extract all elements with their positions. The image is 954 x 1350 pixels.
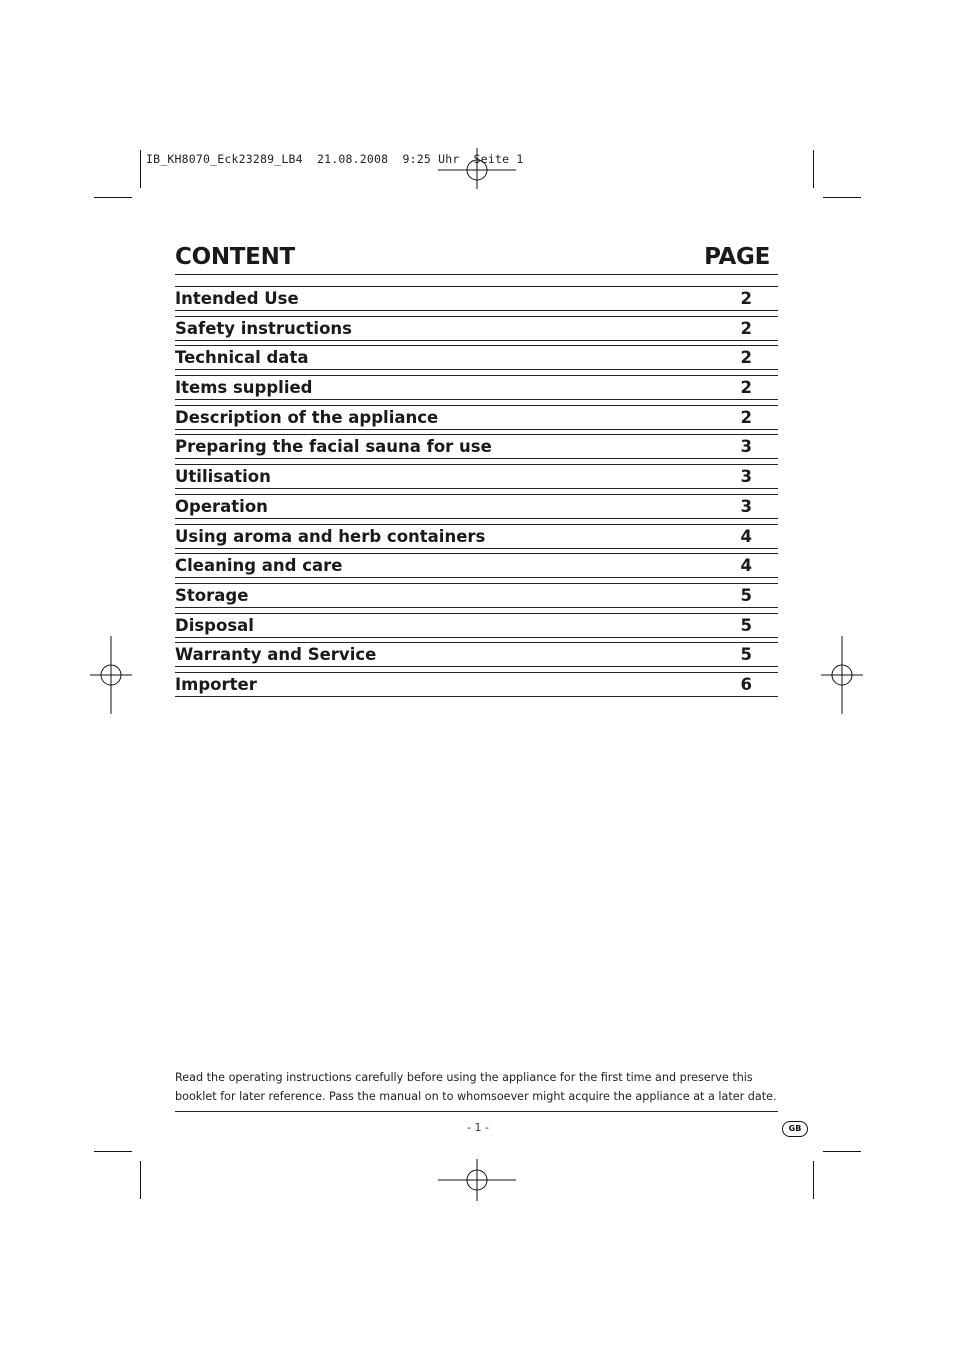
crop-mark-top-right-horizontal <box>823 197 861 198</box>
divider <box>175 340 778 341</box>
toc-entry-page: 6 <box>740 674 752 694</box>
crop-mark-top-left-vertical <box>140 150 141 188</box>
toc-entry-page: 4 <box>740 556 752 576</box>
registration-mark-top-icon <box>438 131 516 209</box>
divider <box>175 553 778 554</box>
toc-entry-title[interactable]: Operation <box>175 496 268 516</box>
toc-entry-page: 2 <box>740 407 752 427</box>
registration-mark-right-icon <box>803 636 881 714</box>
toc-entry-page: 3 <box>740 467 752 487</box>
toc-entry-page: 3 <box>740 496 752 516</box>
toc-entry[interactable] <box>175 375 778 405</box>
divider <box>175 518 778 519</box>
toc-entry-page: 5 <box>740 615 752 635</box>
toc-entry[interactable] <box>175 286 778 316</box>
toc-entry-title[interactable]: Using aroma and herb containers <box>175 526 486 546</box>
toc-entry-page: 2 <box>740 318 752 338</box>
divider <box>175 696 778 697</box>
divider <box>175 666 778 667</box>
crop-mark-top-left-horizontal <box>94 197 132 198</box>
toc-entry-page: 3 <box>740 437 752 457</box>
divider <box>175 286 778 287</box>
divider <box>175 607 778 608</box>
toc-entry-title[interactable]: Safety instructions <box>175 318 352 338</box>
toc-entry[interactable] <box>175 642 778 672</box>
divider <box>175 613 778 614</box>
crop-mark-bottom-right-horizontal <box>823 1151 861 1152</box>
toc-entry[interactable] <box>175 553 778 583</box>
toc-entry-page: 2 <box>740 289 752 308</box>
toc-entry-title[interactable]: Utilisation <box>175 467 271 487</box>
toc-entry-title[interactable]: Importer <box>175 674 257 694</box>
content-header <box>175 244 778 275</box>
toc-entry[interactable] <box>175 524 778 554</box>
toc-entry-title[interactable]: Technical data <box>175 348 309 368</box>
toc-entry[interactable] <box>175 464 778 494</box>
divider <box>175 548 778 549</box>
toc-entry-page: 2 <box>740 378 752 398</box>
registration-mark-left-icon <box>72 636 150 714</box>
registration-mark-bottom-icon <box>438 1141 516 1219</box>
divider <box>175 399 778 400</box>
toc-entry[interactable] <box>175 434 778 464</box>
divider <box>175 310 778 311</box>
toc-entry-title[interactable]: Description of the appliance <box>175 407 439 427</box>
toc-entry-title[interactable]: Storage <box>175 585 249 605</box>
crop-mark-bottom-right-vertical <box>813 1161 814 1199</box>
divider <box>175 369 778 370</box>
divider <box>175 577 778 578</box>
toc-entry-page: 5 <box>740 585 752 605</box>
reading-notice: Read the operating instructions carefully before using the appliance for the first time and preserve this booklet for later reference. Pass the manual on to whomsoever might acquire the appliance at a later date. <box>175 1071 777 1103</box>
toc-entry[interactable] <box>175 583 778 613</box>
toc-entry-title[interactable]: Disposal <box>175 615 254 635</box>
toc-entry-title[interactable]: Items supplied <box>175 378 313 398</box>
toc-entry-title[interactable]: Warranty and Service <box>175 645 377 665</box>
print-slug: IB_KH8070_Eck23289_LB4 21.08.2008 9:25 Uhr Seite 1 <box>146 152 524 166</box>
divider <box>175 375 778 376</box>
toc-entry-page: 2 <box>740 348 752 368</box>
divider <box>175 316 778 317</box>
divider <box>175 524 778 525</box>
divider <box>175 429 778 430</box>
language-badge: GB <box>782 1121 808 1137</box>
content-heading: CONTENT <box>175 244 295 270</box>
toc-entry[interactable] <box>175 405 778 435</box>
crop-mark-bottom-left-vertical <box>140 1161 141 1199</box>
divider <box>175 345 778 346</box>
crop-mark-bottom-left-horizontal <box>94 1151 132 1152</box>
crop-mark-top-right-vertical <box>813 150 814 188</box>
toc-entry[interactable] <box>175 345 778 375</box>
divider <box>175 458 778 459</box>
toc-entry-title[interactable]: Cleaning and care <box>175 556 343 576</box>
toc-entry[interactable] <box>175 613 778 643</box>
divider <box>175 637 778 638</box>
divider <box>175 488 778 489</box>
toc-entry-title[interactable]: Preparing the facial sauna for use <box>175 437 492 457</box>
divider <box>175 464 778 465</box>
table-of-contents <box>175 286 778 702</box>
page-number: - 1 - <box>467 1121 489 1134</box>
divider <box>175 672 778 673</box>
toc-entry-title[interactable]: Intended Use <box>175 289 299 308</box>
divider <box>175 405 778 406</box>
toc-entry[interactable] <box>175 672 778 702</box>
divider <box>175 434 778 435</box>
toc-entry-page: 5 <box>740 645 752 665</box>
divider <box>175 494 778 495</box>
divider <box>175 642 778 643</box>
toc-entry-page: 4 <box>740 526 752 546</box>
toc-entry[interactable] <box>175 316 778 346</box>
divider <box>175 583 778 584</box>
toc-entry[interactable] <box>175 494 778 524</box>
footer-divider <box>175 1111 778 1112</box>
page-heading: PAGE <box>704 244 770 270</box>
